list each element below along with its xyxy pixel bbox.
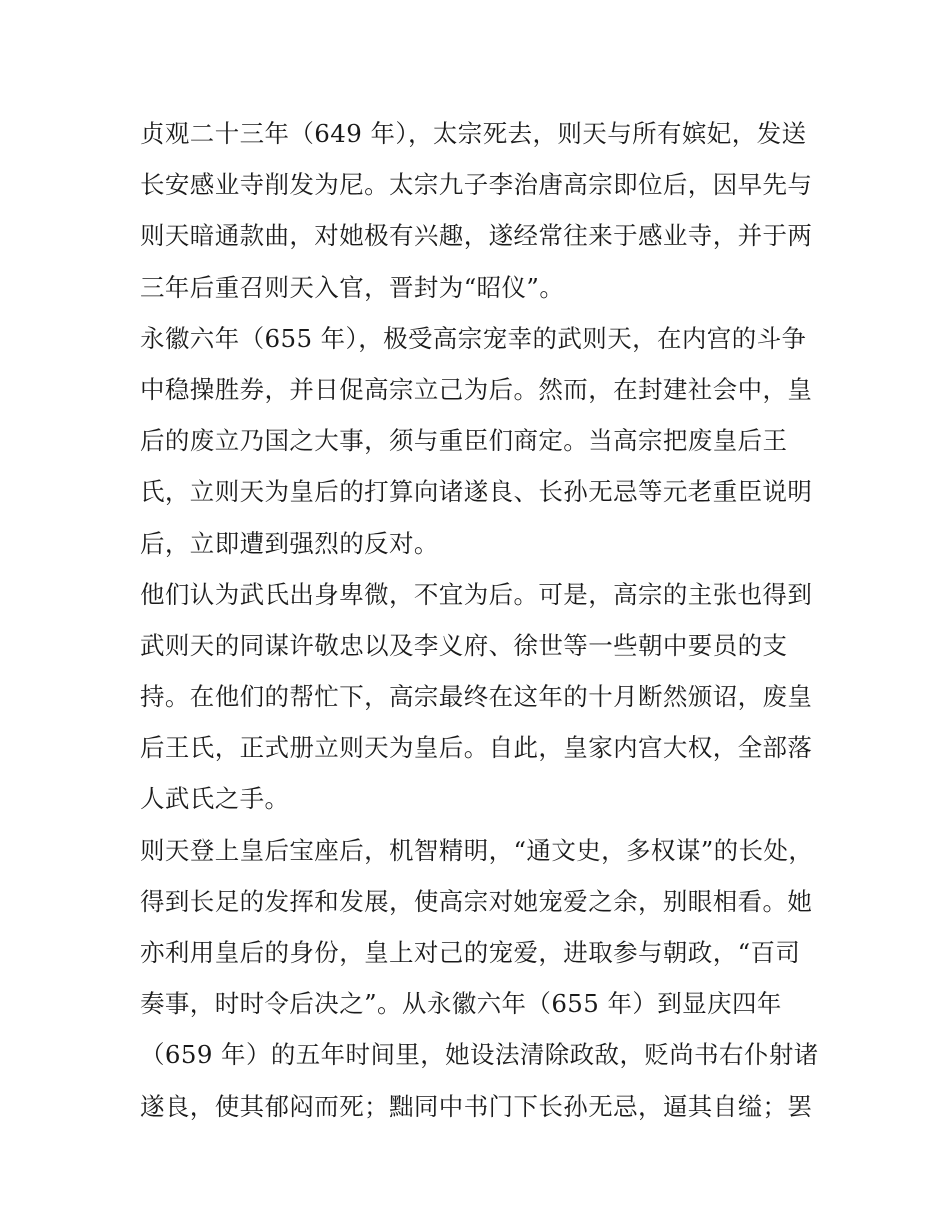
- text-line: 则天登上皇后宝座后，机智精明，“通文史，多权谋”的长处，: [140, 835, 814, 865]
- text-line: 持。在他们的帮忙下，高宗最终在这年的十月断然颁诏，废皇: [140, 682, 813, 712]
- text-line: 后的废立乃国之大事，须与重臣们商定。当高宗把废皇后王: [140, 426, 788, 456]
- text-line: 武则天的同谋许敬忠以及李义府、徐世等一些朝中要员的支: [140, 630, 788, 660]
- text-line: 后王氏，正式册立则天为皇后。自此，皇家内宫大权，全部落: [140, 733, 813, 763]
- text-line: 遂良，使其郁闷而死；黜同中书门下长孙无忌，逼其自缢；罢: [140, 1091, 813, 1121]
- text-line: 奏事，时时令后决之”。从永徽六年（655 年）到显庆四年: [140, 989, 782, 1019]
- text-line: 后，立即遭到强烈的反对。: [140, 528, 439, 558]
- text-line: 三年后重召则天入官，晋封为“昭仪”。: [140, 272, 565, 302]
- text-line: 长安感业寺削发为尼。太宗九子李治唐高宗即位后，因早先与: [140, 170, 813, 200]
- text-line: 中稳操胜券，并日促高宗立己为后。然而，在封建社会中，皇: [140, 374, 813, 404]
- text-line: 人武氏之手。: [140, 784, 290, 814]
- text-line: 永徽六年（655 年），极受高宗宠幸的武则天，在内宫的斗争: [140, 323, 807, 353]
- body-text: [140, 108, 820, 1132]
- text-line: 得到长足的发挥和发展，使高宗对她宠爱之余，别眼相看。她: [140, 886, 813, 916]
- text-line: 他们认为武氏出身卑微，不宜为后。可是，高宗的主张也得到: [140, 579, 813, 609]
- text-line: 则天暗通款曲，对她极有兴趣，遂经常往来于感业寺，并于两: [140, 221, 813, 251]
- text-line: （659 年）的五年时间里，她设法清除政敌，贬尚书右仆射诸: [140, 1040, 819, 1070]
- text-line: 贞观二十三年（649 年），太宗死去，则天与所有嫔妃，发送: [140, 119, 807, 148]
- text-line: 亦利用皇后的身份，皇上对己的宠爱，进取参与朝政，“百司: [140, 938, 801, 967]
- text-line: 氏，立则天为皇后的打算向诸遂良、长孙无忌等元老重臣说明: [140, 477, 813, 507]
